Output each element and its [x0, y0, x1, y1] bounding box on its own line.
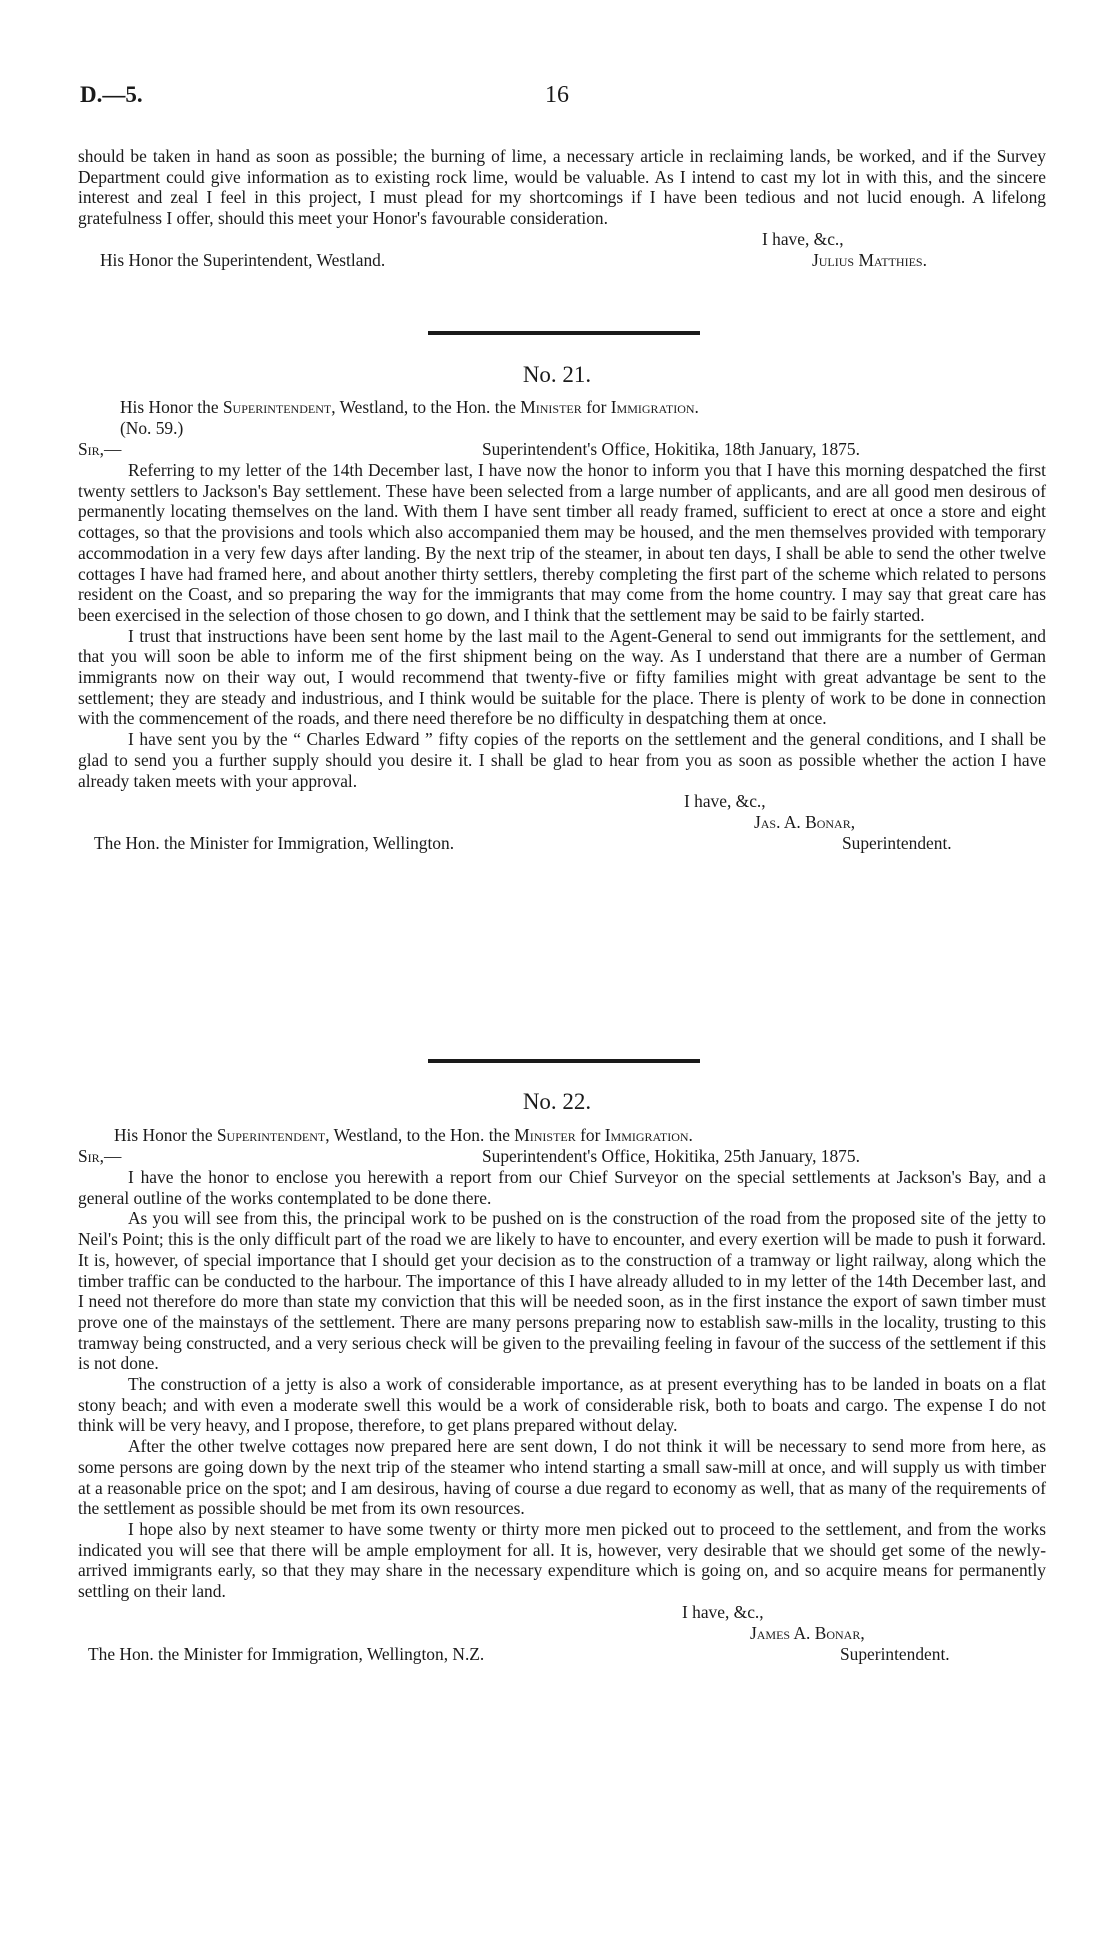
continued-letter — [78, 146, 1046, 271]
continued-paragraph: should be taken in hand as soon as possible; the burning of lime, a necessary article in reclaiming lands, be worked, and if the Survey Department could give information as to existing rock lime, would be valuable. As I intend to cast my lot in with this, and the sincere interest and zeal I feel in this project, I must plead for my shortcomings if I have been tedious and not lucid enough. A lifelong gratefulness I offer, should this meet your Honor's favourable consideration. — [78, 146, 1046, 229]
salutation: Sir,— — [78, 439, 122, 459]
paragraph: The construction of a jetty is also a work of considerable importance, as at present everything has to be landed in boats on a flat stony beach; and with even a moderate swell this would be a work of considerable risk, both to boats and cargo. The expense I do not think will be very heavy, and I propose, therefore, to get plans prepared without delay. — [78, 1374, 1046, 1436]
addressee: His Honor the Superintendent, Westland. — [100, 249, 386, 270]
page-number: 16 — [545, 82, 569, 108]
heading-office: Superintendent — [222, 397, 332, 417]
addressee: The Hon. the Minister for Immigration, Wellington. — [94, 833, 455, 854]
paragraph: As you will see from this, the principal work to be pushed on is the construction of the road from the proposed site of the jetty to Neil's Point; this is the only difficult part of the road we are likely to have to encounter, and every exertion will be made to push it forward. It is, however, of special importance that I should get your decision as to the construction of a tramway or light railway, along which the timber traffic can be conducted to the harbour. The importance of this I have already alluded to in my letter of the 14th December last, and I need not therefore do more than state my conviction that this will be needed soon, as in the first instance the export of sawn timber must prove one of the mainstays of the settlement. There are many persons preparing now to establish saw-mills in the locality, trusting to this tramway being constructed, and a very serious check will be given to the prevailing feeling in favour of the success of the settlement if this is not done. — [78, 1208, 1046, 1374]
letter-22 — [78, 1125, 1046, 1665]
letter-heading: His Honor the Superintendent, Westland, to the Hon. the Minister for Immigration. — [114, 1125, 693, 1145]
addressee-row — [78, 833, 1046, 854]
addressee: The Hon. the Minister for Immigration, Wellington, N.Z. — [88, 1643, 485, 1664]
heading-office: Superintendent — [216, 1125, 326, 1145]
signature-row — [78, 250, 1046, 271]
paragraph: After the other twelve cottages now prepared here are sent down, I do not think it will be necessary to send more from here, as some persons are going down by the next trip of the steamer who intend starting a small saw-mill at once, and will supply us with timber at a reasonable price on the spot; and I am desirous, having of course a due regard to economy as well, that as many of the requirements of the settlement as possible should be met from its own resources. — [78, 1436, 1046, 1519]
dateline: Superintendent's Office, Hokitika, 18th January, 1875. — [482, 439, 860, 459]
page-header — [80, 82, 1034, 118]
salutation-row — [78, 439, 1046, 460]
signature-row — [78, 1623, 1046, 1644]
paragraph: I have the honor to enclose you herewith a report from our Chief Surveyor on the special settlements at Jackson's Bay, and a general outline of the works contemplated to be done there. — [78, 1167, 1046, 1208]
signature-row — [78, 812, 1046, 833]
signature: Jas. A. Bonar, — [754, 812, 856, 833]
closing: I have, &c., — [684, 791, 766, 812]
letter-number-22: No. 22. — [522, 1089, 592, 1114]
document-reference: D.—5. — [80, 82, 143, 107]
divider-rule — [428, 1059, 700, 1063]
paragraph: I hope also by next steamer to have some twenty or thirty more men picked out to proceed to the settlement, and from the works indicated you will see that there will be ample employment for all. It is, however, very desirable that we should get some of the newly-arrived immigrants early, so that they may share in the necessary expenditure which is going on, and so acquire means for permanently settling on their land. — [78, 1518, 1046, 1602]
closing-row — [78, 791, 1046, 812]
closing: I have, &c., — [762, 228, 844, 249]
salutation-row — [78, 1146, 1046, 1167]
salutation: Sir,— — [78, 1146, 122, 1166]
paragraph: I trust that instructions have been sent home by the last mail to the Agent-General to send out immigrants for the settlement, and that you will soon be able to inform me of the first shipment being on the way. As I understand that there are a number of German immigrants now on their way out, I would recommend that twenty-five or fifty families might with great advantage be sent to the settlement; they are steady and industrious, and I think would be suitable for the place. There is plenty of work to be done in connection with the commencement of the roads, and there need therefore be no difficulty in despatching them at once. — [78, 625, 1046, 729]
role: Superintendent. — [842, 833, 952, 854]
letter-21 — [78, 397, 1046, 854]
letter-number-21: No. 21. — [522, 362, 592, 387]
addressee-row — [78, 1644, 1046, 1665]
role: Superintendent. — [840, 1643, 950, 1664]
signature: James A. Bonar, — [750, 1622, 865, 1643]
closing-row — [78, 1602, 1046, 1623]
letter-heading: His Honor the Superintendent, Westland, to the Hon. the Minister for Immigration. — [120, 397, 699, 417]
closing: I have, &c., — [682, 1601, 764, 1622]
closing-row — [78, 229, 1046, 250]
letter-reference: (No. 59.) — [120, 418, 184, 438]
divider-rule — [428, 331, 700, 335]
paragraph: I have sent you by the “ Charles Edward ” fifty copies of the reports on the settlement and the general conditions, and I shall be glad to send you a further supply should you desire it. I shall be glad to hear from you as soon as possible whether the action I have already taken meets with your approval. — [78, 729, 1046, 791]
dateline: Superintendent's Office, Hokitika, 25th January, 1875. — [482, 1146, 860, 1166]
signature: Julius Matthies. — [812, 249, 927, 270]
paragraph: Referring to my letter of the 14th December last, I have now the honor to inform you that I have this morning despatched the first twenty settlers to Jackson's Bay settlement. These have been selected from a large number of applicants, and are all good men desirous of permanently locating themselves on the land. With them I have sent timber all ready framed, sufficient to erect at once a store and eight cottages, so that the provisions and tools which also accompanied them may be housed, and the men themselves provided with temporary accommodation in a very few days after landing. By the next trip of the steamer, in about ten days, I shall be able to send the other twelve cottages I have had framed here, and about another thirty settlers, thereby completing the first part of the scheme which related to persons resident on the Coast, and so preparing the way for the immigrants that may come from the home country. I may say that great care has been exercised in the selection of those chosen to go down, and I think that the settlement may be said to be fairly started. — [78, 460, 1046, 625]
